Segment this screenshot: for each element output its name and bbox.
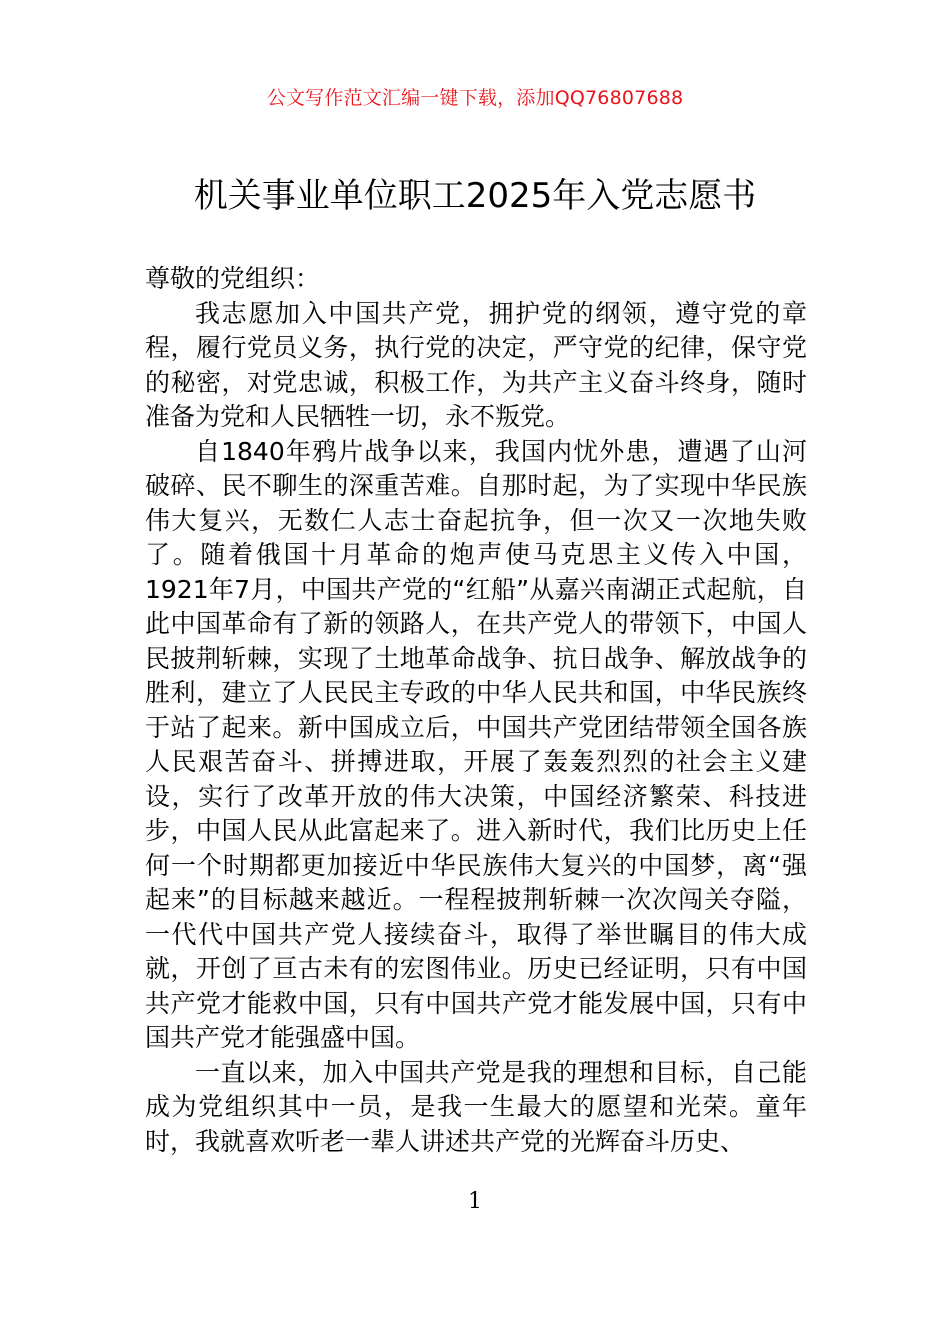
paragraph-2: 自1840年鸦片战争以来，我国内忧外患，遭遇了山河破碎、民不聊生的深重苦难。自那时起，为了实现中华民族伟大复兴，无数仁人志士奋起抗争，但一次又一次地失败了。随着俄国十月革命的炮声使马克思主义传入中国，1921年7月，中国共产党的“红船”从嘉兴南湖正式起航，自此中国革命有了新的领路人，在共产党人的带领下，中国人民披荆斩棘，实现了土地革命战争、抗日战争、解放战争的胜利，建立了人民民主专政的中华人民共和国，中华民族终于站了起来。新中国成立后，中国共产党团结带领全国各族人民艰苦奋斗、拼搏进取，开展了轰轰烈烈的社会主义建设，实行了改革开放的伟大决策，中国经济繁荣、科技进步，中国人民从此富起来了。进入新时代，我们比历史上任何一个时期都更加接近中华民族伟大复兴的中国梦，离“强起来”的目标越来越近。一程程披荆斩棘一次次闯关夺隘，一代代中国共产党人接续奋斗，取得了举世瞩目的伟大成就，开创了亘古未有的宏图伟业。历史已经证明，只有中国共产党才能救中国，只有中国共产党才能发展中国，只有中国共产党才能强盛中国。 — [145, 436, 807, 1052]
paragraph-1: 我志愿加入中国共产党，拥护党的纲领，遵守党的章程，履行党员义务，执行党的决定，严守党的纪律，保守党的秘密，对党忠诚，积极工作，为共产主义奋斗终身，随时准备为党和人民牺牲一切，永不叛党。 — [145, 298, 807, 431]
document-body — [145, 262, 807, 1159]
document-title: 机关事业单位职工2025年入党志愿书 — [193, 176, 757, 216]
salutation: 尊敬的党组织： — [145, 264, 321, 293]
header-download-note: 公文写作范文汇编一键下载，添加QQ76807688 — [266, 87, 684, 109]
paragraph-3: 一直以来，加入中国共产党是我的理想和目标，自己能成为党组织其中一员，是我一生最大的愿望和光荣。童年时，我就喜欢听老一辈人讲述共产党的光辉奋斗历史、 — [145, 1057, 807, 1156]
page-number: 1 — [468, 1189, 482, 1214]
